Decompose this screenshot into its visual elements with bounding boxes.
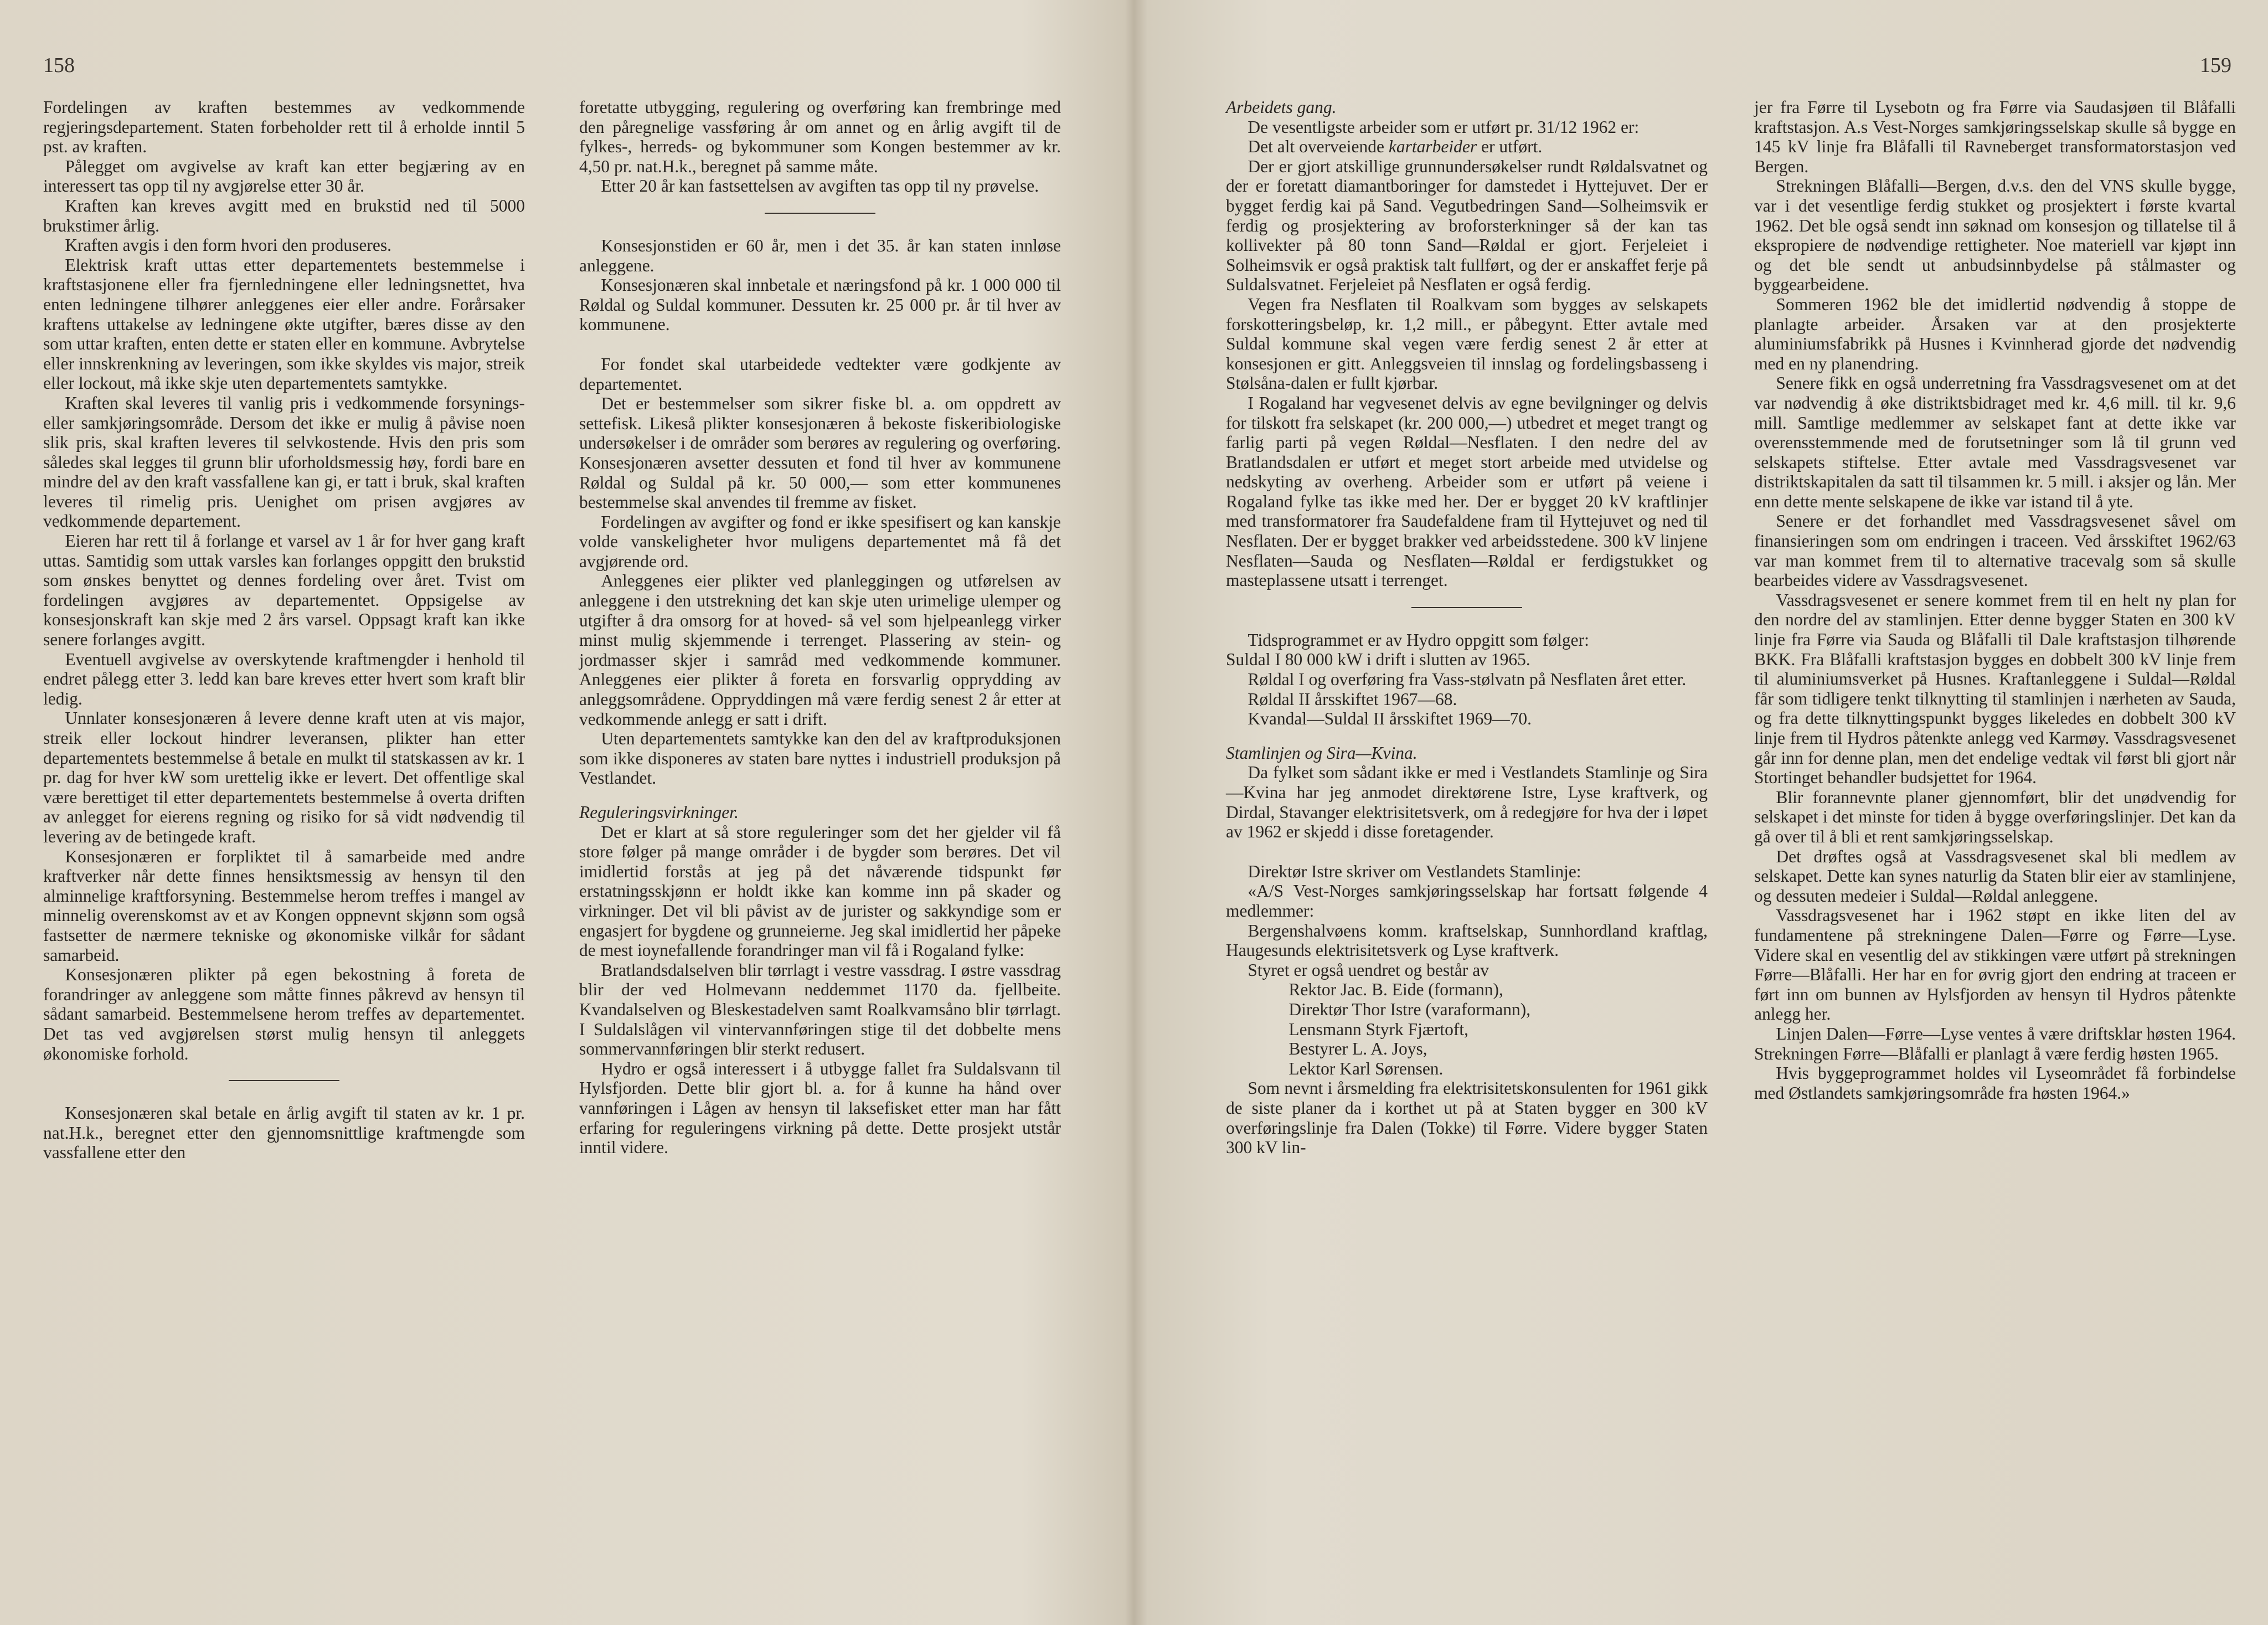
- schedule-line: Suldal I 80 000 kW i drift i slutten av 1965.: [1226, 650, 1530, 670]
- paragraph: Senere er det forhandlet med Vassdragsvesenet såvel om finansieringen som om endringen i traceen. Ved årsskiftet 1962/63 var man kommet frem til to alternative tracevalg som så skulle bearbeides videre av Vassdragsvesenet.: [1754, 511, 2236, 590]
- paragraph: Bratlandsdalselven blir tørrlagt i vestre vassdrag. I østre vassdrag blir der ved Holmevann neddemmet 1170 da. fjellbeite. Kvandalselven og Bleskestadelven samt Roalkvamsåno blir tørrlagt. I Suldalslågen vil vintervannføringen stige til det dobbelte mens sommervannføringen blir sterkt redusert.: [579, 960, 1061, 1059]
- paragraph: Anleggenes eier plikter ved planleggingen og utførelsen av anleggene i den utstrekning det kan skje uten urimelige ulemper og utgifter å dra omsorg for at hoved- så vel som hjelpeanlegg virker minst mulig skjemmende i terrenget. Plassering av stein- og jordmasser skjer i samråd med vedkommende kommuner. Anleggenes eier plikter å foreta en forsvarlig opprydding av anleggsområdene. Oppryddingen må være ferdig senest 2 år etter at vedkommende anlegg er satt i drift.: [579, 571, 1061, 729]
- page-number-left: 158: [43, 54, 75, 77]
- paragraph: Det drøftes også at Vassdragsvesenet skal bli medlem av selskapet. Dette kan synes naturlig da Staten blir eier av stamlinjene, og dessuten medeier i Suldal—Røldal anleggene.: [1754, 846, 2236, 906]
- paragraph: Linjen Dalen—Førre—Lyse ventes å være driftsklar høsten 1964. Strekningen Førre—Blåfalli er planlagt å være ferdig høsten 1965.: [1754, 1024, 2236, 1063]
- paragraph: Hvis byggeprogrammet holdes vil Lyseområdet få forbindelse med Østlandets samkjøringsområde fra høsten 1964.»: [1754, 1063, 2236, 1103]
- board-member: Bestyrer L. A. Joys,: [1288, 1039, 1427, 1059]
- paragraph: Vegen fra Nesflaten til Roalkvam som bygges av selskapets forskotteringsbeløp, kr. 1,2 mill., er påbegynt. Etter avtale med Suldal kommune skal vegen være ferdig senest 2 år etter at konsesjonen er gitt. Anleggsveien til innslag og fordelingsbasseng i Stølsåna-dalen er fullt kjørbar.: [1226, 294, 1708, 393]
- paragraph: Som nevnt i årsmelding fra elektrisitetskonsulenten for 1961 gikk de siste planer da i korthet ut på at Staten bygger en 300 kV overføringslinje fra Dalen (Tokke) til Førre. Videre bygger Staten 300 kV lin-: [1226, 1078, 1708, 1158]
- paragraph: Det er klart at så store reguleringer som det her gjelder vil få store følger på mange områder i de bygder som berøres. Det vil imidlertid forstås at jeg på det nåværende tidspunkt før erstatningsskjønn er holdt ikke kan komme inn på skader og virkninger. Det vil bli påvist av de jurister og sakkyndige som er engasjert for bygdene og grunneierne. Jeg skal imidlertid her påpeke de mest ioynefallende forandringer man vil få i Rogaland fylke:: [579, 822, 1061, 960]
- italic-term: kartarbeider: [1388, 137, 1477, 157]
- right-page-column-2: [1754, 97, 2236, 1103]
- section-divider: [1411, 607, 1522, 608]
- section-divider: [765, 213, 875, 214]
- paragraph: I Rogaland har vegvesenet delvis av egne bevilgninger og delvis for tilskott fra selskapet (kr. 200 000,—) utbedret et meget trangt og farlig parti på vegen Røldal—Nesflaten. I den nedre del av Bratlandsdalen er utført et meget stort arbeide med utvidelse og nedskyting av overheng. Arbeider som er utført på veiene i Rogaland fylke tas ikke med her. Der er bygget 20 kV kraftlinjer med transformatorer fra Saudefaldene fram til Hyttejuvet og ned til Nesflaten. Der er bygget brakker ved arbeidsstedene. 300 kV linjene Nesflaten—Sauda og Nesflaten—Røldal er ferdigstukket og masteplassene utsatt i terrenget.: [1226, 393, 1708, 590]
- section-divider: [229, 1080, 339, 1081]
- paragraph: Bergenshalvøens komm. kraftselskap, Sunnhordland kraftlag, Haugesunds elektrisitetsverk og Lyse kraftverk.: [1226, 921, 1708, 960]
- paragraph: Vassdragsvesenet har i 1962 støpt en ikke liten del av fundamentene på strekningene Dalen—Førre og Førre—Lyse. Videre skal en vesentlig del av stikkingen være utført på strekningen Førre—Blåfalli. Her har en for øvrig gjort den endring at traceen er ført inn om bunnen av Hylsfjorden av hensyn til Hydros påtenkte anlegg her.: [1754, 906, 2236, 1024]
- paragraph: Tidsprogrammet er av Hydro oppgitt som følger:: [1248, 630, 1589, 650]
- board-member: Lensmann Styrk Fjærtoft,: [1288, 1019, 1469, 1039]
- paragraph: Senere fikk en også underretning fra Vassdragsvesenet om at det var nødvendig å øke distriktsbidraget med kr. 4,6 mill. til kr. 9,6 mill. Samtlige medlemmer av selskapet fant at dette ikke var overensstemmende med de forutsetninger som lå til grunn ved selskapets stiftelse. Etter avtale med Vassdragsvesenet var distriktskapitalen da satt til tilsammen kr. 5 mill. i aksjer og lån. Mer enn dette mente selskapene de ikke var istand til å yte.: [1754, 373, 2236, 511]
- paragraph: Konsesjonstiden er 60 år, men i det 35. år kan staten innløse anleggene.: [579, 235, 1061, 275]
- board-member: Rektor Jac. B. Eide (formann),: [1288, 980, 1503, 1000]
- left-page-column-2: [579, 97, 1061, 1158]
- paragraph: Blir forannevnte planer gjennomført, blir det unødvendig for selskapet i det minste for tiden å bygge overføringslinjer. Det kan da gå over til å bli et rent samkjøringsselskap.: [1754, 787, 2236, 846]
- paragraph: Hydro er også interessert i å utbygge fallet fra Suldalsvann til Hylsfjorden. Dette blir gjort bl. a. for å kunne ha hånd over vannføringen i Lågen av hensyn til laksefisket etter man har fått erfaring for reguleringens virkning på dette. Dette prosjekt utstår inntil videre.: [579, 1058, 1061, 1158]
- paragraph: Strekningen Blåfalli—Bergen, d.v.s. den del VNS skulle bygge, var i det vesentlige ferdig stukket og prosjektert i første kvartal 1962. Det ble også sendt inn søknad om konsesjon og tillatelse til å ekspropiere de nødvendige rettigheter. Noe materiell var kjøpt inn og det ble sendt ut anbudsinnbydelse på stålmaster og byggearbeidene.: [1754, 176, 2236, 295]
- schedule-line: Røldal II årsskiftet 1967—68.: [1248, 689, 1457, 709]
- paragraph: Etter 20 år kan fastsettelsen av avgiften tas opp til ny prøvelse.: [601, 176, 1039, 196]
- page-number-right: 159: [2200, 54, 2231, 77]
- paragraph: foretatte utbygging, regulering og overføring kan frembringe med den påregnelige vassføring år om annet og en årlig avgift til de fylkes-, herreds- og bykommuner som Kongen bestemmer av kr. 4,50 pr. nat.H.k., beregnet på samme måte.: [579, 97, 1061, 176]
- section-heading: Arbeidets gang.: [1226, 97, 1337, 117]
- board-member: Lektor Karl Sørensen.: [1288, 1058, 1444, 1078]
- right-page-column-1: [1226, 97, 1708, 1158]
- paragraph: For fondet skal utarbeidede vedtekter være godkjente av departementet.: [579, 354, 1061, 394]
- paragraph: Eieren har rett til å forlange et varsel av 1 år for hver gang kraft uttas. Samtidig som uttak varsles kan forlanges oppgitt den brukstid som ønskes benyttet og dennes fordeling over året. Tvist om fordelingen avgjøres av departementet. Oppsigelse av konsesjonskraft kan skje med 2 års varsel. Oppsagt kraft kan ikke senere forlanges avgitt.: [43, 531, 525, 650]
- right-page: [1134, 0, 2268, 1625]
- paragraph: Pålegget om avgivelse av kraft kan etter begjæring av en interessert tas opp til ny avgjørelse etter 30 år.: [43, 156, 525, 196]
- paragraph: Sommeren 1962 ble det imidlertid nødvendig å stoppe de planlagte arbeider. Årsaken var at den prosjekterte aluminiumsfabrikk på Husnes i Kvinnherad gjorde det nødvendig med en ny planendring.: [1754, 294, 2236, 373]
- paragraph: Konsesjonæren plikter på egen bekostning å foreta de forandringer av anleggene som måtte finnes påkrevd av hensyn til sådant samarbeid. Bestemmelsene herom treffes av departementet. Det tas ved avgjørelsen størst mulig hensyn til anleggets økonomiske forhold.: [43, 965, 525, 1063]
- paragraph: Konsesjonæren er forpliktet til å samarbeide med andre kraftverker når dette finnes hensiktsmessig av hensyn til den alminnelige kraftforsyning. Bestemmelse herom treffes i mangel av minnelig overenskomst av et av Kongen oppnevnt skjønn som også fastsetter de nærmere tekniske og økonomiske vilkår for sådant samarbeid.: [43, 846, 525, 965]
- spacer: [579, 335, 1061, 354]
- paragraph: «A/S Vest-Norges samkjøringsselskap har fortsatt følgende 4 medlemmer:: [1226, 881, 1708, 921]
- paragraph: Fordelingen av kraften bestemmes av vedkommende regjeringsdepartement. Staten forbeholder rett til å erholde inntil 5 pst. av kraften.: [43, 97, 525, 157]
- paragraph: Unnlater konsesjonæren å levere denne kraft uten at vis major, streik eller lockout hindrer leveransen, plikter han etter departementets bestemmelse å betale en mulkt til statskassen av kr. 1 pr. dag for hver kW som urettelig ikke er levert. Det offentlige skal være berettiget til etter departementets bestemmelse å overta driften av anlegget for eierens regning og risiko for så vidt nødvendig til levering av de betingede kraft.: [43, 708, 525, 846]
- paragraph: Direktør Istre skriver om Vestlandets Stamlinje:: [1248, 861, 1581, 881]
- paragraph: Konsesjonæren skal betale en årlig avgift til staten av kr. 1 pr. nat.H.k., beregnet etter den gjennomsnittlige kraftmengde som vassfallene etter den: [43, 1103, 525, 1163]
- paragraph: Det er bestemmelser som sikrer fiske bl. a. om oppdrett av settefisk. Likeså plikter konsesjonæren å bekoste fiskeribiologiske undersøkelser i de områder som berøres av regulering og overføring. Konsesjonæren avsetter dessuten et fond til hver av kommunene Røldal og Suldal på kr. 50 000,— som etter kommunenes bestemmelse skal anvendes til fremme av fisket.: [579, 394, 1061, 512]
- paragraph: Styret er også uendret og består av: [1248, 960, 1489, 980]
- paragraph: Elektrisk kraft uttas etter departementets bestemmelse i kraftstasjonene eller fra fjernledningene eller ledningsnettet, hva enten ledningene tilhører anleggenes eier eller andre. Forårsaker kraftens uttakelse av ledningene økte utgifter, bæres disse av den som uttar kraften, enten dette er staten eller en kommune. Avbrytelse eller innskrenkning av leveringen, som ikke skyldes vis major, streik eller lockout, må ikke skje uten departementets samtykke.: [43, 255, 525, 393]
- spacer: [1226, 842, 1708, 862]
- paragraph: Kraften kan kreves avgitt med en brukstid ned til 5000 brukstimer årlig.: [43, 196, 525, 235]
- section-heading: Reguleringsvirkninger.: [579, 803, 739, 822]
- paragraph: Kraften skal leveres til vanlig pris i vedkommende forsynings- eller samkjøringsområde. Dersom det ikke er mulig å påvise noen slik pris, skal kraften leveres til selvkostende. Hvis den pris som således skal legges til grunn blir uforholdsmessig høy, fordi bare en mindre del av den kraft vassfallene kan gi, er tatt i bruk, skal kraften leveres til rimelig pris. Uenighet om prisen avgjøres av vedkommende departement.: [43, 393, 525, 531]
- paragraph: Kraften avgis i den form hvori den produseres.: [65, 235, 391, 255]
- paragraph: Da fylket som sådant ikke er med i Vestlandets Stamlinje og Sira—Kvina har jeg anmodet direktørene Istre, Lyse kraftverk, og Dirdal, Stavanger elektrisitetsverk, om å redegjøre for hva der i løpet av 1962 er skjedd i disse foretagender.: [1226, 763, 1708, 842]
- paragraph-with-italic: Det alt overveiende kartarbeider er utført.: [1248, 137, 1543, 157]
- paragraph: Der er gjort atskillige grunnundersøkelser rundt Røldalsvatnet og der er foretatt diamantboringer for damstedet i Hyttejuvet. Der er bygget ferdig kai på Sand. Vegutbedringen Sand—Solheimsvik er ferdig og prosjektering av broforsterkninger så der kan tas kollivekter på 80 tonn Sand—Røldal er gjort. Ferjeleiet i Solheimsvik er også praktisk talt fullført, og der er anskaffet ferje på Suldalsvatnet. Ferjeleiet på Nesflaten er også ferdig.: [1226, 156, 1708, 295]
- left-page-column-1: [43, 97, 525, 1163]
- paragraph: Uten departementets samtykke kan den del av kraftproduksjonen som ikke disponeres av staten bare nyttes i industriell produksjon på Vestlandet.: [579, 729, 1061, 788]
- board-member: Direktør Thor Istre (varaformann),: [1288, 999, 1531, 1019]
- schedule-line: Kvandal—Suldal II årsskiftet 1969—70.: [1248, 709, 1532, 729]
- paragraph: Eventuell avgivelse av overskytende kraftmengder i henhold til endret pålegg etter 3. ledd kan bare kreves etter hvert som kraft blir ledig.: [43, 649, 525, 708]
- paragraph: jer fra Førre til Lysebotn og fra Førre via Saudasjøen til Blåfalli kraftstasjon. A.s Vest-Norges samkjøringsselskap skulle så bygge en 145 kV linje fra Blåfalli til Ravneberget transformatorstasjon ved Bergen.: [1754, 97, 2236, 176]
- schedule-line: Røldal I og overføring fra Vass-stølvatn på Nesflaten året etter.: [1248, 670, 1687, 690]
- paragraph: Vassdragsvesenet er senere kommet frem til en helt ny plan for den nordre del av stamlinjen. Etter denne bygger Staten en 300 kV linje fra Førre via Sauda og Blåfalli til Dale kraftstasjon tilhørende BKK. Fra Blåfalli kraftstasjon bygges en dobbelt 300 kV linje frem til aluminiumsverket på Husnes. Kraftanleggene i Suldal—Røldal får som tidligere tenkt tilknytting til stamlinjen i nærheten av Sauda, og fra dette tilknyttingspunkt bygges likeledes en dobbelt 300 kV linje frem til Hydros påtenkte anlegg ved Karmøy. Vassdragsvesenet går inn for denne plan, men det endelige vedtak vil først bli gjort når Stortinget behandler budsjettet for 1964.: [1754, 590, 2236, 788]
- paragraph: Fordelingen av avgifter og fond er ikke spesifisert og kan kanskje volde vanskeligheter hvor muligens departementet må få det avgjørende ord.: [579, 512, 1061, 571]
- section-heading: Stamlinjen og Sira—Kvina.: [1226, 743, 1418, 763]
- paragraph: Konsesjonæren skal innbetale et næringsfond på kr. 1 000 000 til Røldal og Suldal kommuner. Dessuten kr. 25 000 pr. år til hver av kommunene.: [579, 275, 1061, 335]
- paragraph: De vesentligste arbeider som er utført pr. 31/12 1962 er:: [1248, 117, 1640, 137]
